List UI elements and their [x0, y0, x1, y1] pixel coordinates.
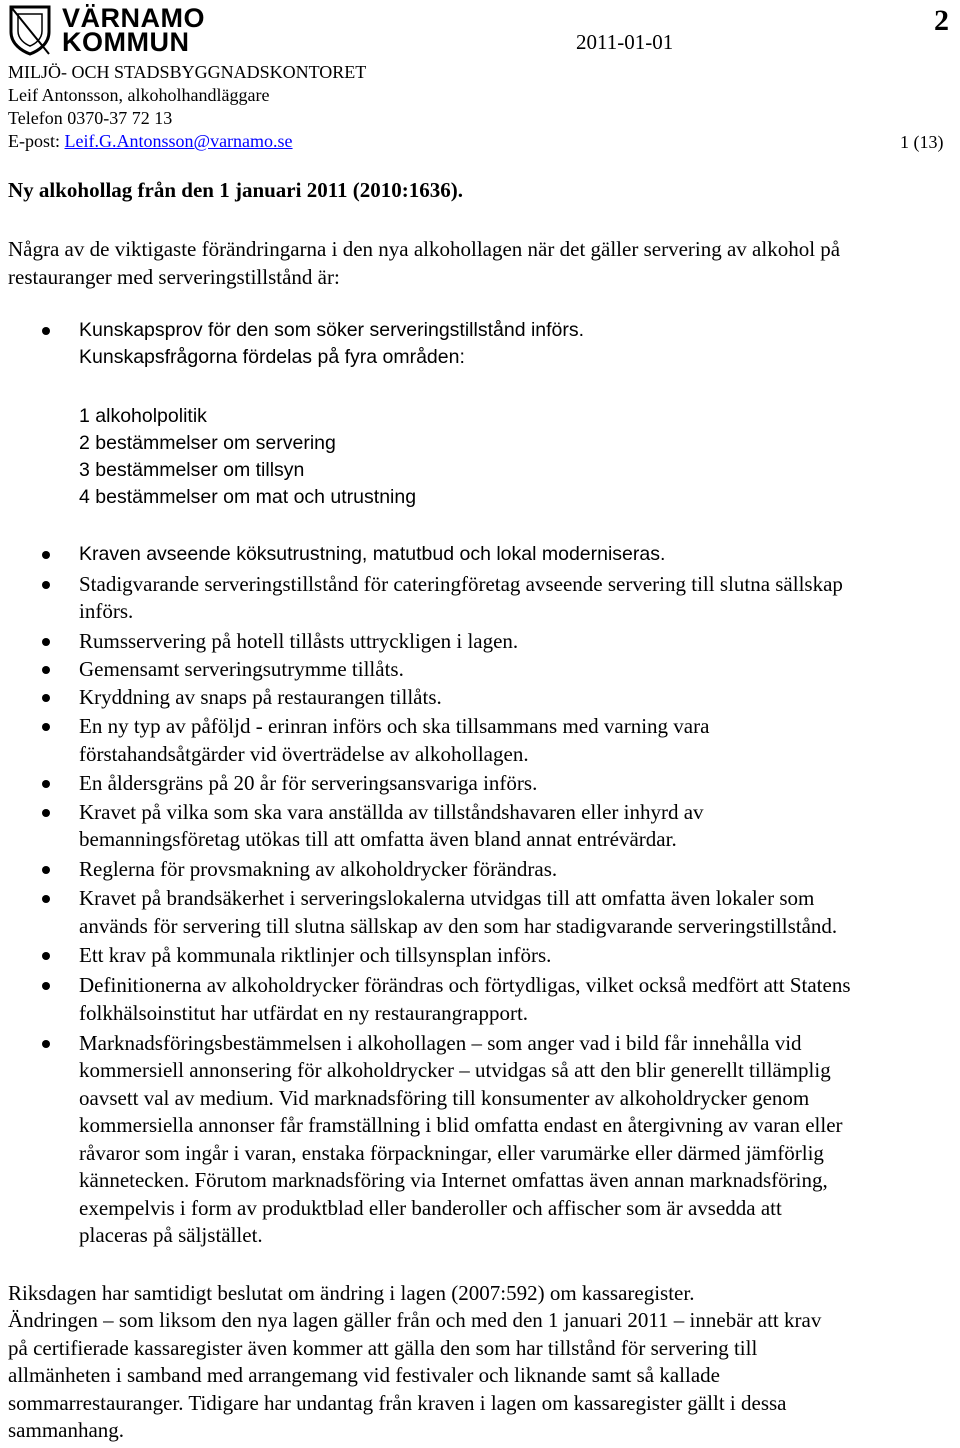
bullet-dot — [42, 780, 50, 788]
bullet-text: Rumsservering på hotell tillåsts uttryckligen i lagen. — [79, 629, 519, 653]
closing-line: på certifierade kassaregister även kommer att gälla den som har tillstånd för servering till — [8, 1336, 758, 1360]
bullet-dot — [42, 723, 50, 731]
intro-line-2: restauranger med serveringstillstånd är: — [8, 265, 340, 289]
bullet-dot — [42, 551, 50, 559]
bullet-dot — [42, 638, 50, 646]
bullet-dot — [42, 666, 50, 674]
closing-line: Ändringen – som liksom den nya lagen gäller från och med den 1 januari 2011 – innebär att krav — [8, 1308, 822, 1332]
intro-line-1: Några av de viktigaste förändringarna i den nya alkohollagen när det gäller servering av alkohol på — [8, 237, 841, 261]
bullet-dot — [42, 866, 50, 874]
bullet-text: folkhälsoinstitut har utfärdat en ny restaurangrapport. — [79, 1001, 529, 1025]
bullet-text: Kryddning av snaps på restaurangen tillåts. — [79, 685, 442, 709]
closing-line: sammanhang. — [8, 1418, 125, 1442]
area-item: 2 bestämmelser om servering — [79, 432, 336, 454]
bullet-dot — [42, 895, 50, 903]
email-line — [8, 130, 293, 152]
phone-number: Telefon 0370-37 72 13 — [8, 108, 173, 128]
closing-line: Riksdagen har samtidigt beslutat om ändring i lagen (2007:592) om kassaregister. — [8, 1281, 695, 1305]
bullet-dot — [42, 1040, 50, 1048]
area-item: 4 bestämmelser om mat och utrustning — [79, 486, 417, 508]
bullet-text: Kravet på brandsäkerhet i serveringslokalerna utvidgas till att omfatta även lokaler som — [79, 886, 815, 910]
bullet-dot — [42, 327, 50, 335]
bullet-text: Definitionerna av alkoholdrycker förändras och förtydligas, vilket också medfört att Statens — [79, 973, 851, 997]
bullet-text: Gemensamt serveringsutrymme tillåts. — [79, 657, 404, 681]
varnamo-kommun-logo — [8, 4, 208, 56]
bullet-text: Kraven avseende köksutrustning, matutbud och lokal moderniseras. — [79, 543, 666, 565]
first-bullet-subtext: Kunskapsfrågorna fördelas på fyra områden: — [79, 346, 465, 368]
email-label: E-post: — [8, 131, 65, 151]
page-count: 1 (13) — [900, 132, 944, 152]
closing-line: sommarrestauranger. Tidigare har undantag från kraven i lagen om kassaregister gällt i dessa — [8, 1391, 787, 1415]
bullet-dot — [42, 809, 50, 817]
bullet-dot — [42, 982, 50, 990]
bullet-text: placeras på säljstället. — [79, 1223, 263, 1247]
bullet-text: Marknadsföringsbestämmelsen i alkohollagen – som anger vad i bild får innehålla vid — [79, 1031, 802, 1055]
area-item: 3 bestämmelser om tillsyn — [79, 459, 305, 481]
document-date: 2011-01-01 — [576, 30, 674, 54]
bullet-text: införs. — [79, 599, 134, 623]
bullet-text: Stadigvarande serveringstillstånd för cateringföretag avseende servering till slutna sällskap — [79, 572, 843, 596]
bullet-text: kommersiella annonser får framställning i blid omfatta endast en återgivning av varan eller — [79, 1113, 843, 1137]
logo-text-kommun: KOMMUN — [62, 27, 190, 57]
bullet-text: Ett krav på kommunala riktlinjer och tillsynsplan införs. — [79, 943, 552, 967]
bullet-text: En åldersgräns på 20 år för serveringsansvariga införs. — [79, 771, 538, 795]
bullet-dot — [42, 952, 50, 960]
bullet-text: Kravet på vilka som ska vara anställda av tillståndshavaren eller inhyrd av — [79, 800, 704, 824]
bullet-text: används för servering till slutna sällskap av den som har stadigvarande serveringstillstånd. — [79, 914, 838, 938]
contact-name: Leif Antonsson, alkoholhandläggare — [8, 85, 270, 105]
page-badge: 2 — [934, 4, 949, 37]
municipal-shield-icon — [8, 4, 52, 56]
bullet-dot — [42, 581, 50, 589]
bullet-text: exempelvis i form av produktblad eller banderoller och affischer som är avsedda att — [79, 1196, 782, 1220]
bullet-text: kommersiell annonsering för alkoholdrycker – utvidgas så att den blir generellt tillämplig — [79, 1058, 831, 1082]
bullet-text: råvaror som ingår i varan, enstaka förpackningar, eller varumärke eller därmed jämförlig — [79, 1141, 824, 1165]
bullet-text: oavsett val av medium. Vid marknadsföring till konsumenter av alkoholdrycker genom — [79, 1086, 810, 1110]
bullet-text: En ny typ av påföljd - erinran införs och ska tillsammans med varning vara — [79, 714, 710, 738]
first-bullet-text: Kunskapsprov för den som söker serveringstillstånd införs. — [79, 319, 585, 341]
bullet-text: Reglerna för provsmakning av alkoholdrycker förändras. — [79, 857, 558, 881]
bullet-text: kännetecken. Förutom marknadsföring via Internet omfattas även annan marknadsföring, — [79, 1168, 828, 1192]
bullet-text: bemanningsföretag utökas till att omfatta även bland annat entrévärdar. — [79, 827, 677, 851]
bullet-text: förstahandsåtgärder vid överträdelse av alkohollagen. — [79, 742, 529, 766]
logo-text-varnamo: VÄRNAMO — [62, 3, 205, 33]
closing-line: allmänheten i samband med arrangemang vid festivaler och liknande samt så kallade — [8, 1363, 720, 1387]
email-link[interactable]: Leif.G.Antonsson@varnamo.se — [64, 131, 293, 151]
document-title: Ny alkohollag från den 1 januari 2011 (2010:1636). — [8, 178, 464, 202]
office-name: MILJÖ- OCH STADSBYGGNADSKONTORET — [8, 62, 367, 82]
bullet-dot — [42, 694, 50, 702]
area-item: 1 alkoholpolitik — [79, 405, 207, 427]
